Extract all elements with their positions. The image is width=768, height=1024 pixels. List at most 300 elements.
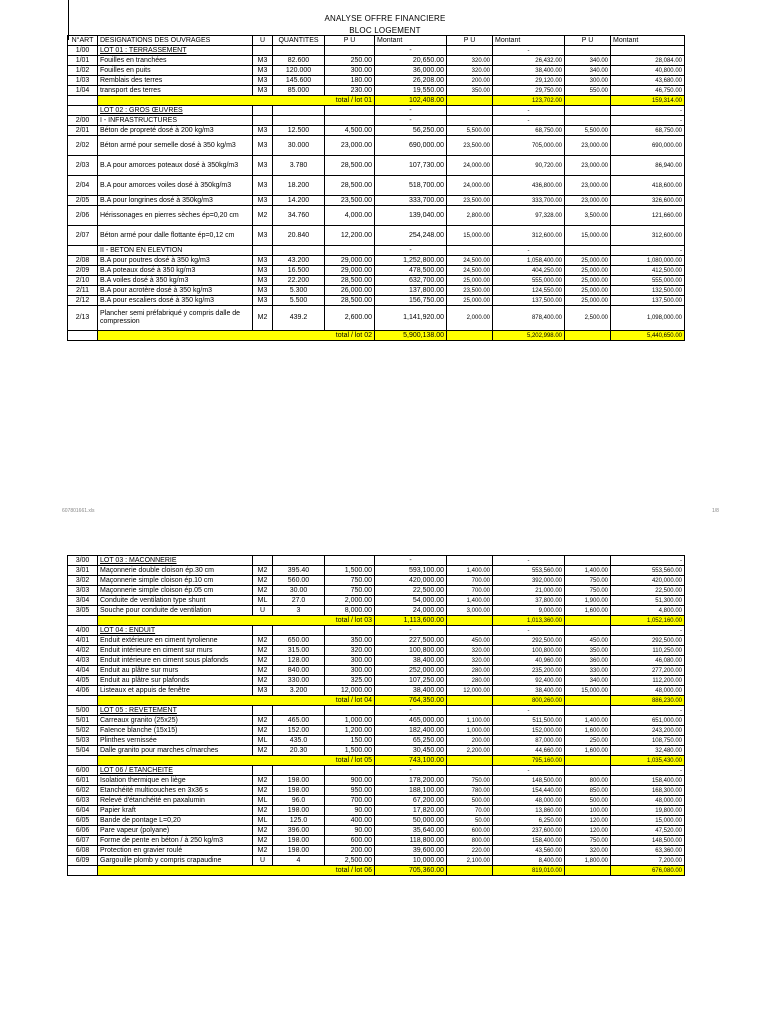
unit-price: 1,000.00 bbox=[325, 716, 375, 726]
amount: 107,250.00 bbox=[375, 676, 447, 686]
table-row bbox=[68, 76, 685, 86]
amount-2: 511,500.00 bbox=[493, 716, 565, 726]
unit: M3 bbox=[253, 126, 273, 136]
unit-price-2: 1,100.00 bbox=[447, 716, 493, 726]
unit-price: 300.00 bbox=[325, 666, 375, 676]
unit-price-2: 25,000.00 bbox=[447, 276, 493, 286]
unit-price: 950.00 bbox=[325, 786, 375, 796]
quantity: 34.760 bbox=[273, 206, 325, 226]
amount-3: 420,000.00 bbox=[611, 576, 685, 586]
unit-price-3 bbox=[565, 626, 611, 636]
designation: Hérissonages en pierres sèches ép=0,20 cm bbox=[98, 206, 253, 226]
unit bbox=[253, 106, 273, 116]
amount-3: - bbox=[611, 626, 685, 636]
quantity: 439.2 bbox=[273, 306, 325, 331]
table-row bbox=[68, 726, 685, 736]
amount-3: 132,500.00 bbox=[611, 286, 685, 296]
designation: Plancher semi préfabriqué y compris dalle de compression bbox=[98, 306, 253, 331]
amount-2: 555,000.00 bbox=[493, 276, 565, 286]
amount: 54,000.00 bbox=[375, 596, 447, 606]
amount: 38,400.00 bbox=[375, 686, 447, 696]
amount-3: 19,800.00 bbox=[611, 806, 685, 816]
table-row bbox=[68, 566, 685, 576]
article-number: 4/04 bbox=[68, 666, 98, 676]
table-row bbox=[68, 286, 685, 296]
unit-price-2: 3,000.00 bbox=[447, 606, 493, 616]
amount-3: 47,520.00 bbox=[611, 826, 685, 836]
amount: 20,650.00 bbox=[375, 56, 447, 66]
unit-price-3: 360.00 bbox=[565, 656, 611, 666]
unit-price-2 bbox=[447, 626, 493, 636]
total-amount: 743,100.00 bbox=[375, 756, 447, 766]
unit-price-2: 320.00 bbox=[447, 656, 493, 666]
amount: 478,500.00 bbox=[375, 266, 447, 276]
unit-price: 2,000.00 bbox=[325, 596, 375, 606]
amount-2: 137,500.00 bbox=[493, 296, 565, 306]
unit: M3 bbox=[253, 76, 273, 86]
amount-3: 326,600.00 bbox=[611, 196, 685, 206]
quantity: 198.00 bbox=[273, 786, 325, 796]
header-pu-3: P U bbox=[565, 36, 611, 46]
unit-price-3: 1,900.00 bbox=[565, 596, 611, 606]
designation: Enduit extérieure en ciment tyrolienne bbox=[98, 636, 253, 646]
unit-price: 28,500.00 bbox=[325, 156, 375, 176]
amount: - bbox=[375, 556, 447, 566]
unit-price-2: 24,500.00 bbox=[447, 256, 493, 266]
unit-price-3: 23,000.00 bbox=[565, 176, 611, 196]
amount: 107,730.00 bbox=[375, 156, 447, 176]
article-number: 6/04 bbox=[68, 806, 98, 816]
table-row bbox=[68, 786, 685, 796]
unit-price-2: 2,100.00 bbox=[447, 856, 493, 866]
amount-3: 1,080,000.00 bbox=[611, 256, 685, 266]
amount-3: - bbox=[611, 106, 685, 116]
total-row bbox=[68, 866, 685, 876]
header-pu-2: P U bbox=[447, 36, 493, 46]
amount-2: 1,058,400.00 bbox=[493, 256, 565, 266]
table-row bbox=[68, 576, 685, 586]
table-row bbox=[68, 126, 685, 136]
table-row bbox=[68, 816, 685, 826]
table-row bbox=[68, 686, 685, 696]
article-number: 4/02 bbox=[68, 646, 98, 656]
amount: 227,500.00 bbox=[375, 636, 447, 646]
amount-3: 40,800.00 bbox=[611, 66, 685, 76]
unit-price-3: 23,000.00 bbox=[565, 136, 611, 156]
unit-price-3 bbox=[565, 116, 611, 126]
unit-price-3: 750.00 bbox=[565, 836, 611, 846]
article-number: 6/07 bbox=[68, 836, 98, 846]
table-row bbox=[68, 86, 685, 96]
quantity: 465.00 bbox=[273, 716, 325, 726]
unit-price-3: 330.00 bbox=[565, 666, 611, 676]
designation: Pare vapeur (polyane) bbox=[98, 826, 253, 836]
table-row bbox=[68, 846, 685, 856]
unit bbox=[253, 626, 273, 636]
unit-price-3 bbox=[565, 706, 611, 716]
unit-price-2: 12,000.00 bbox=[447, 686, 493, 696]
table-row bbox=[68, 156, 685, 176]
article-number: 6/00 bbox=[68, 766, 98, 776]
amount: 35,640.00 bbox=[375, 826, 447, 836]
empty-cell bbox=[447, 756, 493, 766]
unit: M3 bbox=[253, 276, 273, 286]
amount-2: 97,328.00 bbox=[493, 206, 565, 226]
amount-3: 32,480.00 bbox=[611, 746, 685, 756]
unit-price-3: 23,000.00 bbox=[565, 196, 611, 206]
unit-price: 23,500.00 bbox=[325, 196, 375, 206]
amount: 10,000.00 bbox=[375, 856, 447, 866]
unit-price-3: 2,500.00 bbox=[565, 306, 611, 331]
amount: 67,200.00 bbox=[375, 796, 447, 806]
table-row bbox=[68, 256, 685, 266]
unit-price: 300.00 bbox=[325, 656, 375, 666]
unit-price-3 bbox=[565, 766, 611, 776]
designation: Souche pour conduite de ventilation bbox=[98, 606, 253, 616]
amount: 156,750.00 bbox=[375, 296, 447, 306]
designation: Relevé d'étanchéité en paxalumin bbox=[98, 796, 253, 806]
amount-3: - bbox=[611, 116, 685, 126]
quantity: 96.0 bbox=[273, 796, 325, 806]
total-row bbox=[68, 331, 685, 341]
unit: ML bbox=[253, 796, 273, 806]
amount-2: 21,000.00 bbox=[493, 586, 565, 596]
amount-2: 292,500.00 bbox=[493, 636, 565, 646]
unit-price-3: 25,000.00 bbox=[565, 266, 611, 276]
empty-cell bbox=[447, 96, 493, 106]
unit-price-2: 2,200.00 bbox=[447, 746, 493, 756]
article-number: 5/01 bbox=[68, 716, 98, 726]
amount-2: 148,500.00 bbox=[493, 776, 565, 786]
unit-price: 4,500.00 bbox=[325, 126, 375, 136]
unit-price-3: 250.00 bbox=[565, 736, 611, 746]
empty-cell bbox=[447, 866, 493, 876]
table-row bbox=[68, 606, 685, 616]
amount: 178,200.00 bbox=[375, 776, 447, 786]
amount: - bbox=[375, 106, 447, 116]
unit-price-2 bbox=[447, 116, 493, 126]
unit-price-3 bbox=[565, 106, 611, 116]
unit-price bbox=[325, 766, 375, 776]
unit-price-3: 800.00 bbox=[565, 776, 611, 786]
article-number: 2/07 bbox=[68, 226, 98, 246]
table-row bbox=[68, 746, 685, 756]
table-row bbox=[68, 666, 685, 676]
total-amount-3: 159,314.00 bbox=[611, 96, 685, 106]
table-row bbox=[68, 206, 685, 226]
unit-price-3: 1,600.00 bbox=[565, 746, 611, 756]
unit bbox=[253, 46, 273, 56]
article-number: 6/02 bbox=[68, 786, 98, 796]
lot-heading: LOT 01 : TERRASSEMENT bbox=[98, 46, 253, 56]
unit-price-3 bbox=[565, 46, 611, 56]
quantity bbox=[273, 766, 325, 776]
empty-cell bbox=[447, 616, 493, 626]
empty-cell bbox=[565, 96, 611, 106]
amount-2: 38,400.00 bbox=[493, 66, 565, 76]
article-number: 2/05 bbox=[68, 196, 98, 206]
total-label: total / lot 03 bbox=[98, 616, 375, 626]
table-row bbox=[68, 806, 685, 816]
empty-cell bbox=[565, 616, 611, 626]
unit: M2 bbox=[253, 746, 273, 756]
article-number: 6/05 bbox=[68, 816, 98, 826]
quantity: 27.0 bbox=[273, 596, 325, 606]
unit-price bbox=[325, 246, 375, 256]
amount-3: 63,360.00 bbox=[611, 846, 685, 856]
unit: U bbox=[253, 606, 273, 616]
quantity: 4 bbox=[273, 856, 325, 866]
amount-2: 26,432.00 bbox=[493, 56, 565, 66]
unit-price: 8,000.00 bbox=[325, 606, 375, 616]
article-number: 4/00 bbox=[68, 626, 98, 636]
table-row bbox=[68, 296, 685, 306]
total-amount: 764,350.00 bbox=[375, 696, 447, 706]
amount-2: 404,250.00 bbox=[493, 266, 565, 276]
amount: 39,600.00 bbox=[375, 846, 447, 856]
total-amount-2: 1,013,360.00 bbox=[493, 616, 565, 626]
article-number: 2/09 bbox=[68, 266, 98, 276]
header-art: N°ART bbox=[68, 36, 98, 46]
designation: B.A pour amorces poteaux dosé à 350kg/m3 bbox=[98, 156, 253, 176]
designation: Enduit au plâtre sur plafonds bbox=[98, 676, 253, 686]
designation: I - INFRASTRUCTURES bbox=[98, 116, 253, 126]
empty-cell bbox=[447, 331, 493, 341]
unit: M3 bbox=[253, 196, 273, 206]
amount-2: 436,800.00 bbox=[493, 176, 565, 196]
unit bbox=[253, 556, 273, 566]
quantity: 330.00 bbox=[273, 676, 325, 686]
unit-price-2: 23,500.00 bbox=[447, 286, 493, 296]
empty-cell bbox=[68, 331, 98, 341]
unit bbox=[253, 766, 273, 776]
quantity: 43.200 bbox=[273, 256, 325, 266]
total-label: total / lot 02 bbox=[98, 331, 375, 341]
amount-3: 148,500.00 bbox=[611, 836, 685, 846]
quantity: 5.500 bbox=[273, 296, 325, 306]
unit-price-2: 200.00 bbox=[447, 76, 493, 86]
amount: 1,141,920.00 bbox=[375, 306, 447, 331]
unit-price: 12,200.00 bbox=[325, 226, 375, 246]
unit-price-3: 350.00 bbox=[565, 646, 611, 656]
amount-2: 38,400.00 bbox=[493, 686, 565, 696]
article-number: 2/01 bbox=[68, 126, 98, 136]
total-row bbox=[68, 96, 685, 106]
amount-3: - bbox=[611, 706, 685, 716]
amount-2: 154,440.00 bbox=[493, 786, 565, 796]
unit-price-2: 23,500.00 bbox=[447, 196, 493, 206]
unit-price-2: 1,000.00 bbox=[447, 726, 493, 736]
empty-cell bbox=[565, 866, 611, 876]
page-number-footer: 1/8 bbox=[712, 508, 719, 514]
quantity: 435.0 bbox=[273, 736, 325, 746]
amount-2: 13,860.00 bbox=[493, 806, 565, 816]
quantity: 840.00 bbox=[273, 666, 325, 676]
amount: - bbox=[375, 46, 447, 56]
table-row bbox=[68, 656, 685, 666]
unit: M3 bbox=[253, 66, 273, 76]
designation: B.A poteaux dosé à 350 kg/m3 bbox=[98, 266, 253, 276]
unit-price-2 bbox=[447, 556, 493, 566]
amount: 518,700.00 bbox=[375, 176, 447, 196]
unit: M2 bbox=[253, 836, 273, 846]
unit: ML bbox=[253, 596, 273, 606]
unit-price bbox=[325, 116, 375, 126]
unit: M3 bbox=[253, 256, 273, 266]
unit: M2 bbox=[253, 846, 273, 856]
article-number: 1/00 bbox=[68, 46, 98, 56]
article-number: 1/03 bbox=[68, 76, 98, 86]
unit-price-2: 780.00 bbox=[447, 786, 493, 796]
amount-3: 108,750.00 bbox=[611, 736, 685, 746]
designation: Fouilles en puits bbox=[98, 66, 253, 76]
unit-price-2: 15,000.00 bbox=[447, 226, 493, 246]
total-amount-3: 1,052,160.00 bbox=[611, 616, 685, 626]
unit-price-2: 320.00 bbox=[447, 56, 493, 66]
unit: M2 bbox=[253, 666, 273, 676]
empty-cell bbox=[565, 756, 611, 766]
unit-price-2: 5,500.00 bbox=[447, 126, 493, 136]
amount-2: 312,600.00 bbox=[493, 226, 565, 246]
empty-cell bbox=[68, 756, 98, 766]
unit: M2 bbox=[253, 776, 273, 786]
amount: 593,100.00 bbox=[375, 566, 447, 576]
empty-cell bbox=[68, 96, 98, 106]
unit-price-2: 320.00 bbox=[447, 66, 493, 76]
quantity bbox=[273, 626, 325, 636]
amount-3: 243,200.00 bbox=[611, 726, 685, 736]
total-amount-3: 886,230.00 bbox=[611, 696, 685, 706]
unit-price-2: 700.00 bbox=[447, 586, 493, 596]
unit-price-2: 450.00 bbox=[447, 636, 493, 646]
table-row bbox=[68, 636, 685, 646]
amount-2: - bbox=[493, 46, 565, 56]
designation: B.A pour poutres dosé à 350 kg/m3 bbox=[98, 256, 253, 266]
table-row bbox=[68, 716, 685, 726]
designation: Carreaux granito (25x25) bbox=[98, 716, 253, 726]
amount-3: - bbox=[611, 556, 685, 566]
unit-price: 1,500.00 bbox=[325, 746, 375, 756]
amount-2: - bbox=[493, 626, 565, 636]
article-number: 5/02 bbox=[68, 726, 98, 736]
unit-price-3: 340.00 bbox=[565, 66, 611, 76]
amount-2: 68,750.00 bbox=[493, 126, 565, 136]
table-row bbox=[68, 176, 685, 196]
quantity bbox=[273, 116, 325, 126]
total-amount-2: 5,202,998.00 bbox=[493, 331, 565, 341]
unit: M2 bbox=[253, 676, 273, 686]
unit: M3 bbox=[253, 136, 273, 156]
amount-2: 553,560.00 bbox=[493, 566, 565, 576]
unit-price: 4,000.00 bbox=[325, 206, 375, 226]
amount-3: 553,560.00 bbox=[611, 566, 685, 576]
table-row bbox=[68, 246, 685, 256]
amount-2: 43,560.00 bbox=[493, 846, 565, 856]
table-row bbox=[68, 776, 685, 786]
designation: Conduite de ventilation type shunt bbox=[98, 596, 253, 606]
unit-price-3 bbox=[565, 556, 611, 566]
unit-price: 26,000.00 bbox=[325, 286, 375, 296]
amount-3: - bbox=[611, 246, 685, 256]
unit-price-3: 25,000.00 bbox=[565, 276, 611, 286]
amount: 137,800.00 bbox=[375, 286, 447, 296]
article-number: 2/08 bbox=[68, 256, 98, 266]
amount-3: 86,940.00 bbox=[611, 156, 685, 176]
amount-3: 1,098,000.00 bbox=[611, 306, 685, 331]
unit-price-2: 350.00 bbox=[447, 86, 493, 96]
table-row bbox=[68, 626, 685, 636]
unit-price: 28,500.00 bbox=[325, 296, 375, 306]
quantity: 198.00 bbox=[273, 846, 325, 856]
header-amount-2: Montant bbox=[493, 36, 565, 46]
amount-3: 651,000.00 bbox=[611, 716, 685, 726]
unit-price-2 bbox=[447, 46, 493, 56]
quantity: 30.00 bbox=[273, 586, 325, 596]
total-label: total / lot 05 bbox=[98, 756, 375, 766]
designation: Remblais des terres bbox=[98, 76, 253, 86]
quantity: 20.840 bbox=[273, 226, 325, 246]
amount-2: - bbox=[493, 246, 565, 256]
quantity: 152.00 bbox=[273, 726, 325, 736]
unit-price-3: 340.00 bbox=[565, 56, 611, 66]
price-analysis-table bbox=[67, 555, 685, 876]
amount: 465,000.00 bbox=[375, 716, 447, 726]
amount: - bbox=[375, 246, 447, 256]
quantity: 650.00 bbox=[273, 636, 325, 646]
amount-3: 121,660.00 bbox=[611, 206, 685, 226]
amount-2: 29,750.00 bbox=[493, 86, 565, 96]
designation: Maçonnerie simple cloison ép.10 cm bbox=[98, 576, 253, 586]
amount: 19,550.00 bbox=[375, 86, 447, 96]
total-row bbox=[68, 696, 685, 706]
total-amount-2: 123,702.00 bbox=[493, 96, 565, 106]
unit-price-2 bbox=[447, 706, 493, 716]
table-row bbox=[68, 106, 685, 116]
quantity: 560.00 bbox=[273, 576, 325, 586]
designation: Enduit intérieure en ciment sous plafonds bbox=[98, 656, 253, 666]
table-row bbox=[68, 196, 685, 206]
article-number: 2/02 bbox=[68, 136, 98, 156]
unit-price-2: 24,000.00 bbox=[447, 176, 493, 196]
article-number: 2/04 bbox=[68, 176, 98, 196]
unit-price-3: 550.00 bbox=[565, 86, 611, 96]
table-row bbox=[68, 736, 685, 746]
designation: B.A pour escaliers dosé à 350 kg/m3 bbox=[98, 296, 253, 306]
unit bbox=[253, 116, 273, 126]
amount-2: 37,800.00 bbox=[493, 596, 565, 606]
unit-price-3: 25,000.00 bbox=[565, 286, 611, 296]
table-row bbox=[68, 306, 685, 331]
amount: 333,700.00 bbox=[375, 196, 447, 206]
unit: ML bbox=[253, 736, 273, 746]
article-number: 3/05 bbox=[68, 606, 98, 616]
designation: Papier kraft bbox=[98, 806, 253, 816]
unit: M2 bbox=[253, 636, 273, 646]
unit-price-2: 280.00 bbox=[447, 666, 493, 676]
table-row bbox=[68, 276, 685, 286]
unit-price-2: 1,400.00 bbox=[447, 566, 493, 576]
file-name-footer: 607801661.xls bbox=[62, 508, 95, 514]
designation: Dalle granito pour marches c/marches bbox=[98, 746, 253, 756]
unit-price-3: 3,500.00 bbox=[565, 206, 611, 226]
article-number: 6/01 bbox=[68, 776, 98, 786]
unit-price-3: 1,400.00 bbox=[565, 716, 611, 726]
article-number: 3/01 bbox=[68, 566, 98, 576]
amount-2: 392,000.00 bbox=[493, 576, 565, 586]
amount: 36,000.00 bbox=[375, 66, 447, 76]
table-row bbox=[68, 596, 685, 606]
empty-cell bbox=[565, 331, 611, 341]
